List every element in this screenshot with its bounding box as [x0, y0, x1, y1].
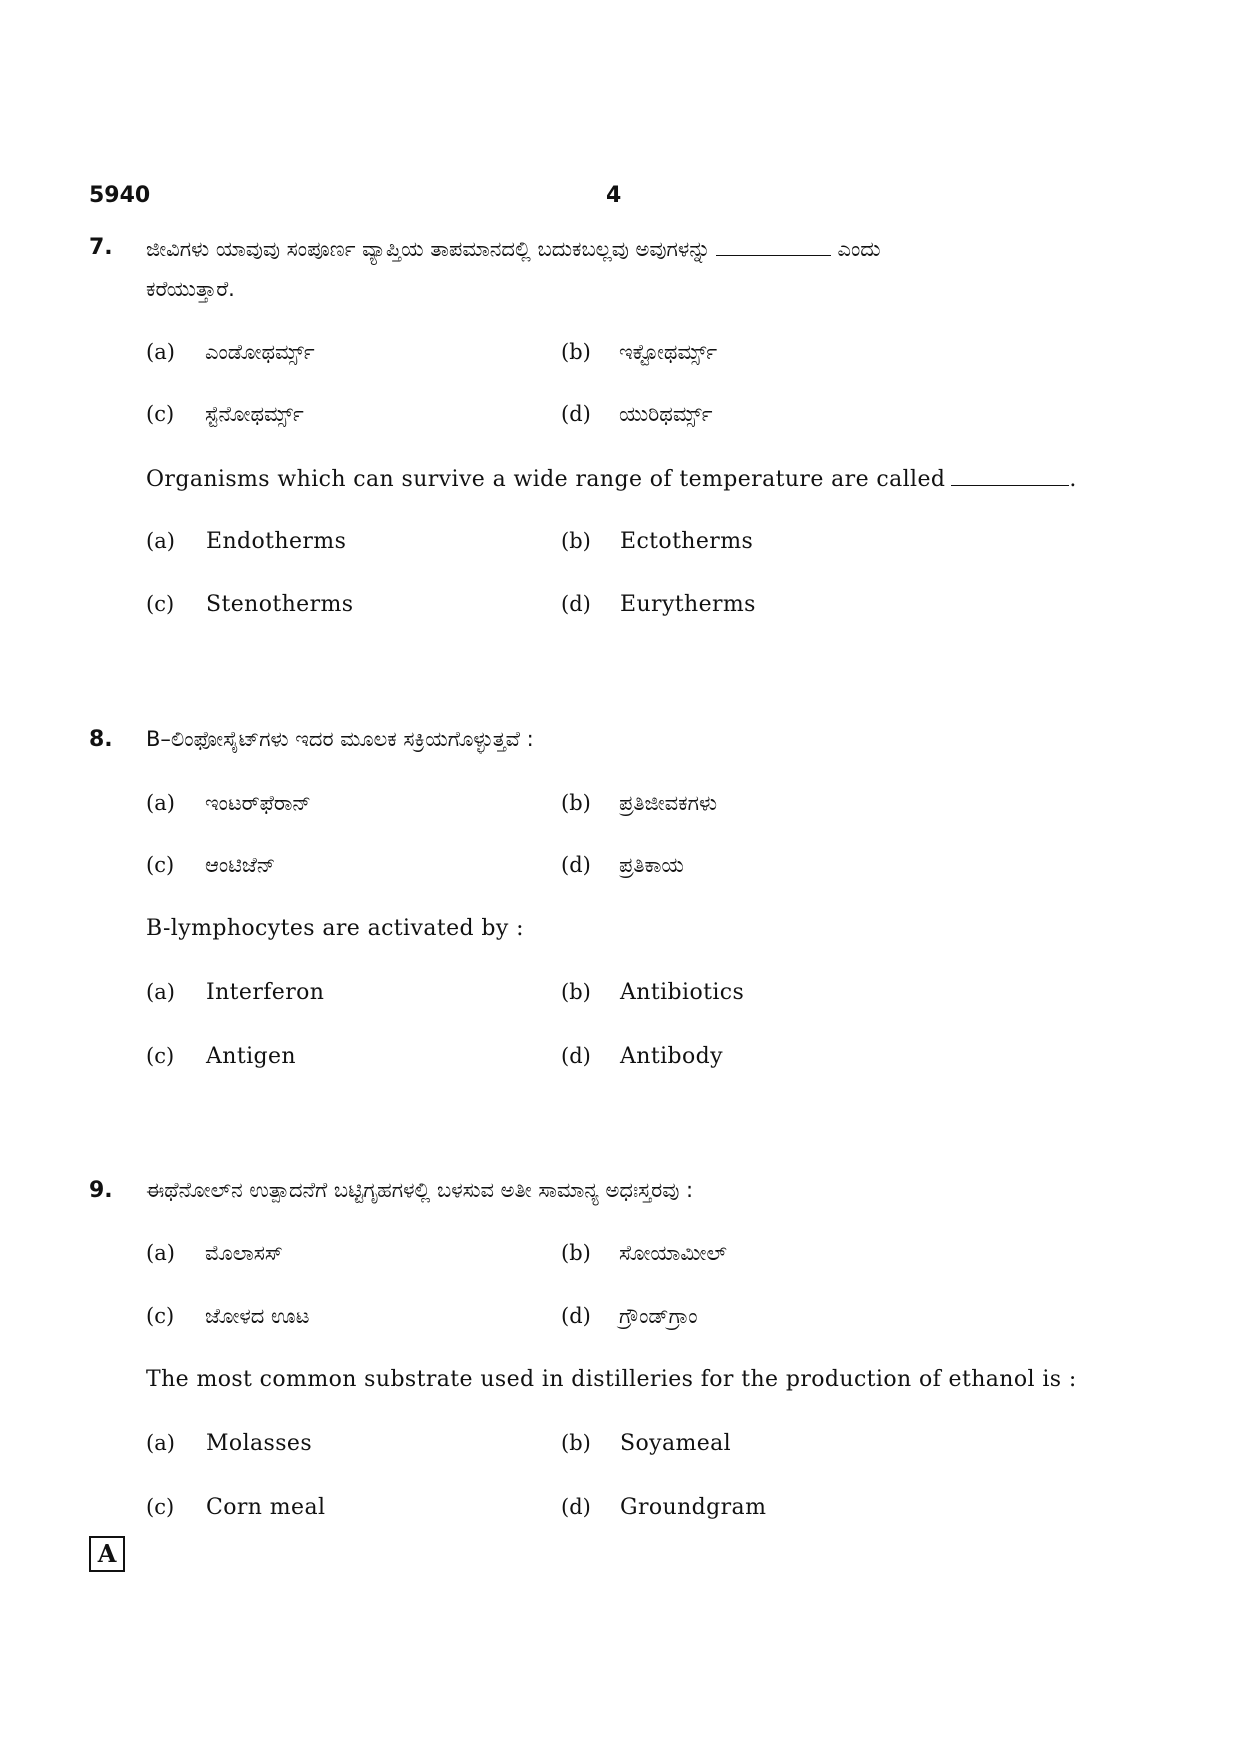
- option-label: (c): [146, 1044, 175, 1068]
- option-text: ಇಕ್ಟೋಥರ್ಮ್ಸ್: [619, 340, 718, 364]
- option-label: (d): [561, 1495, 591, 1519]
- option-text: Antigen: [206, 1044, 297, 1069]
- option-label: (b): [561, 1431, 591, 1455]
- option-label: (d): [561, 853, 591, 877]
- question-7-kannada-line-2: ಕರೆಯುತ್ತಾರೆ.: [146, 277, 235, 301]
- option-text: Soyameal: [620, 1431, 732, 1456]
- option-text: ಪ್ರತಿಜೀವಕಗಳು: [619, 791, 718, 815]
- option-label: (d): [561, 1304, 591, 1328]
- option-label: (b): [561, 529, 591, 553]
- question-paper-code: 5940: [89, 183, 151, 208]
- option-text: Antibody: [620, 1044, 723, 1069]
- option-text: Stenotherms: [206, 592, 354, 617]
- question-8-number: 8.: [89, 727, 113, 752]
- option-text: ಮೊಲಾಸಸ್: [205, 1241, 283, 1265]
- option-label: (a): [146, 791, 175, 815]
- option-label: (a): [146, 1241, 175, 1265]
- version-box: A: [89, 1536, 125, 1572]
- option-text: Molasses: [206, 1431, 313, 1456]
- option-label: (a): [146, 980, 175, 1004]
- option-text: ಯುರಿಥರ್ಮ್ಸ್: [619, 402, 713, 426]
- option-label: (c): [146, 592, 175, 616]
- option-label: (b): [561, 791, 591, 815]
- option-label: (c): [146, 1495, 175, 1519]
- option-label: (d): [561, 592, 591, 616]
- question-8-english: B-lymphocytes are activated by :: [146, 916, 524, 941]
- option-text: ಪ್ರತಿಕಾಯ: [619, 853, 684, 877]
- option-text: Corn meal: [206, 1495, 326, 1520]
- question-9-kannada: ಈಥೆನೋಲ್‌ನ ಉತ್ಪಾದನೆಗೆ ಬಟ್ಟಿಗೃಹಗಳಲ್ಲಿ ಬಳಸುವ ಅತೀ ಸಾಮಾನ್ಯ ಅಧಃಸ್ತರವು :: [146, 1178, 694, 1202]
- option-label: (c): [146, 853, 175, 877]
- question-7-english: Organisms which can survive a wide range of temperature are called .: [146, 467, 1077, 492]
- option-text: Groundgram: [620, 1495, 767, 1520]
- option-label: (b): [561, 980, 591, 1004]
- option-text: ಇಂಟರ್‌ಫೆರಾನ್: [205, 791, 311, 815]
- option-text: ಸ್ಟೆನೋಥರ್ಮ್ಸ್: [205, 402, 304, 426]
- option-label: (b): [561, 340, 591, 364]
- question-7-number: 7.: [89, 235, 113, 260]
- option-text: Endotherms: [206, 529, 347, 554]
- option-text: ಗ್ರೌಂಡ್‌ಗ್ರಾಂ: [619, 1304, 698, 1328]
- option-label: (a): [146, 340, 175, 364]
- answer-blank: [716, 235, 831, 256]
- option-text: Interferon: [206, 980, 325, 1005]
- answer-blank: [951, 465, 1069, 486]
- question-9-number: 9.: [89, 1178, 113, 1203]
- option-text: Ectotherms: [620, 529, 754, 554]
- question-9-english: The most common substrate used in distilleries for the production of ethanol is :: [146, 1367, 1077, 1392]
- option-label: (a): [146, 529, 175, 553]
- option-label: (d): [561, 402, 591, 426]
- page-number: 4: [606, 183, 622, 208]
- option-text: ಎಂಡೋಥರ್ಮ್ಸ್: [205, 340, 315, 364]
- option-label: (d): [561, 1044, 591, 1068]
- option-text: ಜೋಳದ ಊಟ: [205, 1304, 310, 1328]
- option-text: Antibiotics: [620, 980, 745, 1005]
- option-label: (c): [146, 1304, 175, 1328]
- option-label: (b): [561, 1241, 591, 1265]
- option-text: ಆಂಟಿಜೆನ್: [205, 853, 276, 877]
- option-text: ಸೋಯಾಮೀಲ್: [619, 1241, 727, 1265]
- question-8-kannada: B–ಲಿಂಫೋಸೈಟ್‌ಗಳು ಇದರ ಮೂಲಕ ಸಕ್ರಿಯಗೊಳ್ಳುತ್ತವೆ :: [146, 727, 534, 751]
- question-7-kannada-line-1: ಜೀವಿಗಳು ಯಾವುವು ಸಂಪೂರ್ಣ ವ್ಯಾಪ್ತಿಯ ತಾಪಮಾನದಲ್ಲಿ ಬದುಕಬಲ್ಲವು ಅವುಗಳನ್ನು ಎಂದು: [146, 237, 881, 261]
- option-text: Eurytherms: [620, 592, 756, 617]
- option-label: (c): [146, 402, 175, 426]
- option-label: (a): [146, 1431, 175, 1455]
